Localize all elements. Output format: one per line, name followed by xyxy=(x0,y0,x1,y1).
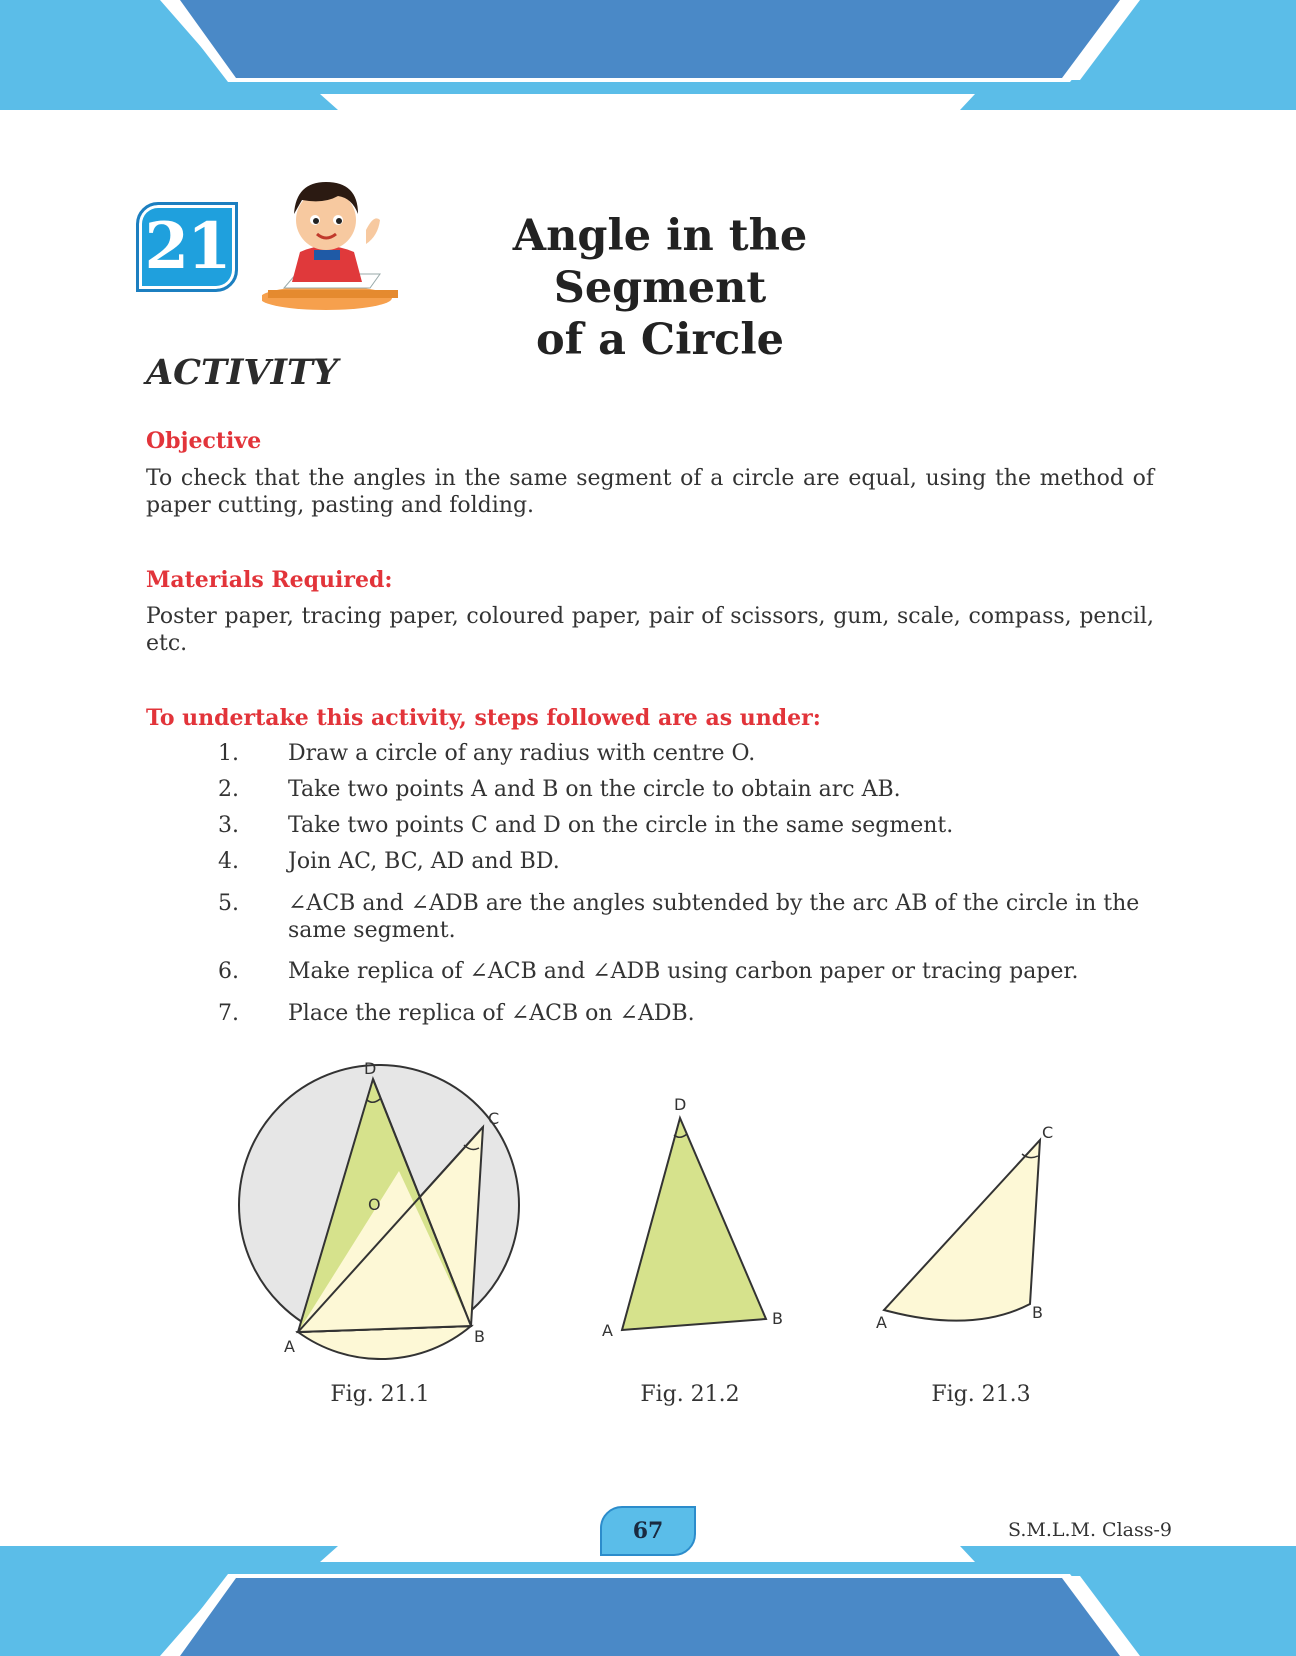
step-number: 5. xyxy=(218,891,239,916)
figure-21-1 xyxy=(228,1050,528,1360)
steps-heading: To undertake this activity, steps followed are as under: xyxy=(146,705,821,731)
objective-heading: Objective xyxy=(146,428,262,454)
chapter-title-line-2: of a Circle xyxy=(535,315,785,365)
label-a: A xyxy=(876,1313,887,1332)
label-c: C xyxy=(1042,1123,1054,1142)
step-number: 2. xyxy=(218,777,239,802)
book-label: S.M.L.M. Class-9 xyxy=(1007,1519,1172,1541)
step-text: Make replica of ∠ACB and ∠ADB using carbon paper or tracing paper. xyxy=(288,959,1079,984)
step-text: Draw a circle of any radius with centre O. xyxy=(288,741,756,766)
segment-acb-replica xyxy=(884,1140,1040,1321)
figure-21-3 xyxy=(872,1122,1072,1342)
page-number-badge: 67 xyxy=(600,1506,696,1556)
step-text: Take two points C and D on the circle in the same segment. xyxy=(288,813,954,838)
label-b: B xyxy=(1032,1303,1043,1322)
materials-text: Poster paper, tracing paper, coloured paper, pair of scissors, gum, scale, compass, pencil, etc. xyxy=(146,604,1154,656)
step-text: Place the replica of ∠ACB on ∠ADB. xyxy=(288,1001,695,1026)
figure-caption-21-3: Fig. 21.3 xyxy=(931,1382,1031,1407)
chapter-title-line-1: Angle in the Segment xyxy=(512,211,808,313)
step-text: ∠ACB and ∠ADB are the angles subtended by the arc AB of the circle in the same segment. xyxy=(288,891,1140,943)
label-d: D xyxy=(674,1095,687,1114)
footer-band xyxy=(0,1536,1296,1656)
step-number: 1. xyxy=(218,741,239,766)
step-number: 4. xyxy=(218,849,239,874)
label-o: O xyxy=(368,1195,381,1214)
chapter-number-badge: 21 xyxy=(136,202,238,292)
label-d: D xyxy=(364,1059,377,1078)
student-mascot-illustration xyxy=(262,170,402,312)
label-c: C xyxy=(488,1109,500,1128)
header-band xyxy=(0,0,1296,120)
step-number: 3. xyxy=(218,813,239,838)
chapter-title xyxy=(400,210,920,366)
label-a: A xyxy=(284,1337,295,1356)
materials-heading: Materials Required: xyxy=(146,567,393,593)
step-number: 7. xyxy=(218,1001,239,1026)
label-b: B xyxy=(772,1309,783,1328)
figure-21-2 xyxy=(594,1092,794,1342)
step-text: Join AC, BC, AD and BD. xyxy=(288,849,560,874)
label-a: A xyxy=(602,1321,613,1340)
figure-caption-21-2: Fig. 21.2 xyxy=(640,1382,740,1407)
activity-heading: ACTIVITY xyxy=(146,352,338,393)
step-text: Take two points A and B on the circle to obtain arc AB. xyxy=(288,777,901,802)
step-number: 6. xyxy=(218,959,239,984)
triangle-adb-replica xyxy=(622,1118,766,1330)
objective-text: To check that the angles in the same segment of a circle are equal, using the method of paper cutting, pasting and folding. xyxy=(146,466,1154,518)
label-b: B xyxy=(474,1327,485,1346)
figure-caption-21-1: Fig. 21.1 xyxy=(330,1382,430,1407)
